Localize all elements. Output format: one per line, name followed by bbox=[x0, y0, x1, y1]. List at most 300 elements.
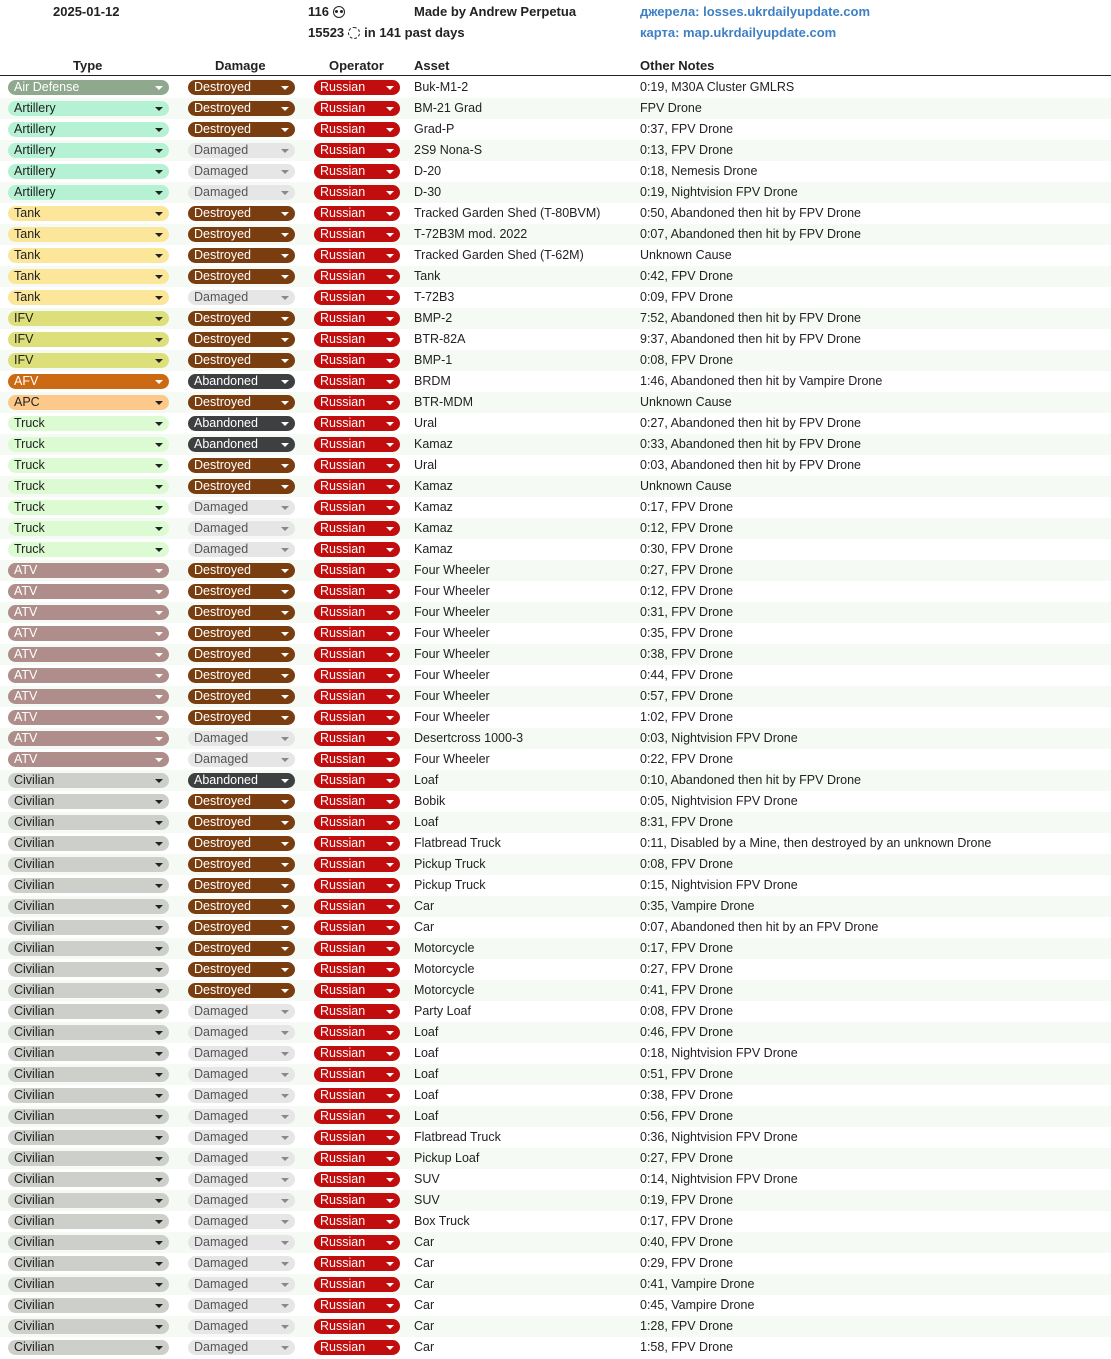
chevron-down-icon bbox=[281, 1346, 289, 1350]
operator-select[interactable] bbox=[314, 584, 400, 599]
operator-select[interactable] bbox=[314, 1277, 400, 1292]
damage-select[interactable] bbox=[188, 1025, 295, 1040]
asset-cell: Car bbox=[414, 1340, 435, 1354]
damage-select[interactable] bbox=[188, 1193, 295, 1208]
table-row bbox=[0, 749, 1111, 770]
asset-cell: Motorcycle bbox=[414, 962, 475, 976]
type-select[interactable] bbox=[8, 542, 169, 557]
operator-value: Russian bbox=[320, 542, 366, 556]
chevron-down-icon bbox=[155, 758, 163, 762]
operator-select[interactable] bbox=[314, 1025, 400, 1040]
asset-cell: Ural bbox=[414, 458, 437, 472]
type-value: Civilian bbox=[14, 1340, 55, 1354]
operator-select[interactable] bbox=[314, 731, 400, 746]
type-select[interactable] bbox=[8, 1088, 169, 1103]
operator-value: Russian bbox=[320, 164, 366, 178]
notes-cell: 0:50, Abandoned then hit by FPV Drone bbox=[640, 206, 861, 220]
notes-cell: 0:30, FPV Drone bbox=[640, 542, 734, 556]
type-select[interactable] bbox=[8, 521, 169, 536]
operator-value: Russian bbox=[320, 143, 366, 157]
damage-select[interactable] bbox=[188, 122, 295, 137]
damage-value: Destroyed bbox=[194, 626, 251, 640]
operator-value: Russian bbox=[320, 857, 366, 871]
operator-select[interactable] bbox=[314, 479, 400, 494]
operator-value: Russian bbox=[320, 1319, 366, 1333]
damage-select[interactable] bbox=[188, 1130, 295, 1145]
notes-cell: 0:17, FPV Drone bbox=[640, 941, 734, 955]
chevron-down-icon bbox=[155, 863, 163, 867]
operator-select[interactable] bbox=[314, 227, 400, 242]
chevron-down-icon bbox=[386, 947, 394, 951]
notes-cell: 0:18, Nightvision FPV Drone bbox=[640, 1046, 798, 1060]
damage-select[interactable] bbox=[188, 878, 295, 893]
operator-select[interactable] bbox=[314, 1130, 400, 1145]
damage-select[interactable] bbox=[188, 227, 295, 242]
damage-select[interactable] bbox=[188, 1172, 295, 1187]
operator-select[interactable] bbox=[314, 605, 400, 620]
type-select[interactable] bbox=[8, 353, 169, 368]
operator-select[interactable] bbox=[314, 920, 400, 935]
damage-select[interactable] bbox=[188, 857, 295, 872]
operator-select[interactable] bbox=[314, 206, 400, 221]
operator-value: Russian bbox=[320, 206, 366, 220]
type-value: Civilian bbox=[14, 1088, 55, 1102]
operator-select[interactable] bbox=[314, 542, 400, 557]
chevron-down-icon bbox=[155, 1136, 163, 1140]
chevron-down-icon bbox=[386, 1073, 394, 1077]
damage-select[interactable] bbox=[188, 1277, 295, 1292]
table-row bbox=[0, 266, 1111, 287]
operator-select[interactable] bbox=[314, 1088, 400, 1103]
type-value: Artillery bbox=[14, 164, 56, 178]
damage-select[interactable] bbox=[188, 206, 295, 221]
damage-select[interactable] bbox=[188, 458, 295, 473]
damage-value: Destroyed bbox=[194, 122, 251, 136]
damage-select[interactable] bbox=[188, 416, 295, 431]
type-select[interactable] bbox=[8, 101, 169, 116]
operator-value: Russian bbox=[320, 1214, 366, 1228]
operator-select[interactable] bbox=[314, 1109, 400, 1124]
report-date: 2025-01-12 bbox=[53, 4, 120, 19]
operator-select[interactable] bbox=[314, 1151, 400, 1166]
type-select[interactable] bbox=[8, 584, 169, 599]
operator-select[interactable] bbox=[314, 710, 400, 725]
asset-cell: Car bbox=[414, 1256, 435, 1270]
chevron-down-icon bbox=[281, 338, 289, 342]
notes-cell: 0:29, FPV Drone bbox=[640, 1256, 734, 1270]
operator-select[interactable] bbox=[314, 1319, 400, 1334]
type-value: Air Defense bbox=[14, 80, 80, 94]
operator-select[interactable] bbox=[314, 80, 400, 95]
damage-select[interactable] bbox=[188, 1214, 295, 1229]
damage-value: Destroyed bbox=[194, 836, 251, 850]
operator-select[interactable] bbox=[314, 752, 400, 767]
type-value: Tank bbox=[14, 269, 41, 283]
damage-select[interactable] bbox=[188, 1109, 295, 1124]
damage-select[interactable] bbox=[188, 1151, 295, 1166]
type-select[interactable] bbox=[8, 647, 169, 662]
col-header-notes: Other Notes bbox=[640, 58, 715, 73]
damage-select[interactable] bbox=[188, 185, 295, 200]
damage-select[interactable] bbox=[188, 395, 295, 410]
type-select[interactable] bbox=[8, 269, 169, 284]
type-select[interactable] bbox=[8, 416, 169, 431]
type-select[interactable] bbox=[8, 836, 169, 851]
type-select[interactable] bbox=[8, 1193, 169, 1208]
operator-select[interactable] bbox=[314, 563, 400, 578]
operator-select[interactable] bbox=[314, 1340, 400, 1355]
chevron-down-icon bbox=[281, 149, 289, 153]
type-select[interactable] bbox=[8, 1340, 169, 1355]
damage-select[interactable] bbox=[188, 710, 295, 725]
damage-select[interactable] bbox=[188, 1235, 295, 1250]
sources-link[interactable]: джерела: losses.ukrdailyupdate.com bbox=[640, 4, 871, 19]
chevron-down-icon bbox=[155, 779, 163, 783]
operator-select[interactable] bbox=[314, 290, 400, 305]
damage-select[interactable] bbox=[188, 1046, 295, 1061]
asset-cell: Kamaz bbox=[414, 479, 453, 493]
damage-select[interactable] bbox=[188, 668, 295, 683]
damage-value: Damaged bbox=[194, 500, 249, 514]
type-select[interactable] bbox=[8, 710, 169, 725]
damage-select[interactable] bbox=[188, 920, 295, 935]
damage-select[interactable] bbox=[188, 1004, 295, 1019]
operator-select[interactable] bbox=[314, 836, 400, 851]
notes-cell: 1:46, Abandoned then hit by Vampire Drone bbox=[640, 374, 883, 388]
type-select[interactable] bbox=[8, 164, 169, 179]
damage-select[interactable] bbox=[188, 311, 295, 326]
asset-cell: Four Wheeler bbox=[414, 689, 490, 703]
damage-select[interactable] bbox=[188, 1319, 295, 1334]
col-header-operator: Operator bbox=[329, 58, 384, 73]
chevron-down-icon bbox=[155, 905, 163, 909]
type-select[interactable] bbox=[8, 1172, 169, 1187]
damage-select[interactable] bbox=[188, 80, 295, 95]
operator-select[interactable] bbox=[314, 647, 400, 662]
table-row bbox=[0, 1211, 1111, 1232]
type-select[interactable] bbox=[8, 290, 169, 305]
type-select[interactable] bbox=[8, 1067, 169, 1082]
chevron-down-icon bbox=[281, 968, 289, 972]
damage-select[interactable] bbox=[188, 731, 295, 746]
operator-value: Russian bbox=[320, 878, 366, 892]
operator-select[interactable] bbox=[314, 878, 400, 893]
damage-select[interactable] bbox=[188, 353, 295, 368]
table-row bbox=[0, 413, 1111, 434]
type-select[interactable] bbox=[8, 185, 169, 200]
type-select[interactable] bbox=[8, 563, 169, 578]
operator-select[interactable] bbox=[314, 143, 400, 158]
chevron-down-icon bbox=[386, 695, 394, 699]
chevron-down-icon bbox=[155, 527, 163, 531]
damage-select[interactable] bbox=[188, 143, 295, 158]
chevron-down-icon bbox=[281, 1115, 289, 1119]
type-select[interactable] bbox=[8, 1004, 169, 1019]
operator-select[interactable] bbox=[314, 941, 400, 956]
operator-select[interactable] bbox=[314, 1046, 400, 1061]
operator-select[interactable] bbox=[314, 899, 400, 914]
type-select[interactable] bbox=[8, 941, 169, 956]
chevron-down-icon bbox=[281, 926, 289, 930]
type-select[interactable] bbox=[8, 857, 169, 872]
operator-select[interactable] bbox=[314, 983, 400, 998]
operator-select[interactable] bbox=[314, 962, 400, 977]
damage-select[interactable] bbox=[188, 290, 295, 305]
operator-select[interactable] bbox=[314, 374, 400, 389]
notes-cell: 0:17, FPV Drone bbox=[640, 500, 734, 514]
damage-select[interactable] bbox=[188, 479, 295, 494]
operator-select[interactable] bbox=[314, 626, 400, 641]
operator-select[interactable] bbox=[314, 101, 400, 116]
type-select[interactable] bbox=[8, 458, 169, 473]
operator-select[interactable] bbox=[314, 500, 400, 515]
damage-value: Damaged bbox=[194, 1214, 249, 1228]
notes-cell: 0:08, FPV Drone bbox=[640, 1004, 734, 1018]
notes-cell: 0:41, Vampire Drone bbox=[640, 1277, 755, 1291]
operator-select[interactable] bbox=[314, 1256, 400, 1271]
chevron-down-icon bbox=[386, 1010, 394, 1014]
type-select[interactable] bbox=[8, 773, 169, 788]
type-select[interactable] bbox=[8, 395, 169, 410]
damage-select[interactable] bbox=[188, 500, 295, 515]
type-select[interactable] bbox=[8, 332, 169, 347]
chevron-down-icon bbox=[281, 107, 289, 111]
chevron-down-icon bbox=[386, 926, 394, 930]
operator-select[interactable] bbox=[314, 794, 400, 809]
damage-select[interactable] bbox=[188, 1256, 295, 1271]
damage-select[interactable] bbox=[188, 899, 295, 914]
notes-cell: 0:19, M30A Cluster GMLRS bbox=[640, 80, 795, 94]
operator-select[interactable] bbox=[314, 857, 400, 872]
type-select[interactable] bbox=[8, 1151, 169, 1166]
damage-select[interactable] bbox=[188, 248, 295, 263]
damage-select[interactable] bbox=[188, 983, 295, 998]
notes-cell: 0:13, FPV Drone bbox=[640, 143, 734, 157]
type-select[interactable] bbox=[8, 920, 169, 935]
chevron-down-icon bbox=[281, 1199, 289, 1203]
chevron-down-icon bbox=[281, 1136, 289, 1140]
type-select[interactable] bbox=[8, 899, 169, 914]
type-select[interactable] bbox=[8, 80, 169, 95]
type-select[interactable] bbox=[8, 437, 169, 452]
type-select[interactable] bbox=[8, 962, 169, 977]
type-select[interactable] bbox=[8, 1214, 169, 1229]
chevron-down-icon bbox=[155, 611, 163, 615]
damage-select[interactable] bbox=[188, 521, 295, 536]
operator-select[interactable] bbox=[314, 458, 400, 473]
type-select[interactable] bbox=[8, 1235, 169, 1250]
chevron-down-icon bbox=[386, 1157, 394, 1161]
damage-select[interactable] bbox=[188, 542, 295, 557]
damage-select[interactable] bbox=[188, 752, 295, 767]
type-value: Truck bbox=[14, 416, 45, 430]
operator-select[interactable] bbox=[314, 689, 400, 704]
damage-select[interactable] bbox=[188, 584, 295, 599]
operator-value: Russian bbox=[320, 353, 366, 367]
damage-value: Destroyed bbox=[194, 206, 251, 220]
type-select[interactable] bbox=[8, 1130, 169, 1145]
type-value: AFV bbox=[14, 374, 39, 388]
type-select[interactable] bbox=[8, 479, 169, 494]
type-select[interactable] bbox=[8, 1277, 169, 1292]
damage-select[interactable] bbox=[188, 164, 295, 179]
type-select[interactable] bbox=[8, 1256, 169, 1271]
operator-select[interactable] bbox=[314, 122, 400, 137]
chevron-down-icon bbox=[155, 1283, 163, 1287]
chevron-down-icon bbox=[155, 695, 163, 699]
type-select[interactable] bbox=[8, 983, 169, 998]
damage-select[interactable] bbox=[188, 101, 295, 116]
damage-select[interactable] bbox=[188, 332, 295, 347]
damage-select[interactable] bbox=[188, 437, 295, 452]
days-text: in 141 past days bbox=[364, 25, 465, 40]
operator-select[interactable] bbox=[314, 185, 400, 200]
operator-select[interactable] bbox=[314, 1172, 400, 1187]
type-value: Civilian bbox=[14, 1277, 55, 1291]
chevron-down-icon bbox=[155, 1178, 163, 1182]
operator-select[interactable] bbox=[314, 1235, 400, 1250]
operator-select[interactable] bbox=[314, 815, 400, 830]
type-select[interactable] bbox=[8, 206, 169, 221]
type-select[interactable] bbox=[8, 878, 169, 893]
type-select[interactable] bbox=[8, 227, 169, 242]
skull-icon bbox=[333, 6, 345, 18]
type-select[interactable] bbox=[8, 1109, 169, 1124]
operator-select[interactable] bbox=[314, 1004, 400, 1019]
damage-select[interactable] bbox=[188, 962, 295, 977]
operator-value: Russian bbox=[320, 563, 366, 577]
damage-value: Destroyed bbox=[194, 248, 251, 262]
type-select[interactable] bbox=[8, 605, 169, 620]
damage-select[interactable] bbox=[188, 1067, 295, 1082]
damage-select[interactable] bbox=[188, 605, 295, 620]
operator-select[interactable] bbox=[314, 164, 400, 179]
notes-cell: 1:28, FPV Drone bbox=[640, 1319, 734, 1333]
type-select[interactable] bbox=[8, 500, 169, 515]
chevron-down-icon bbox=[386, 506, 394, 510]
operator-select[interactable] bbox=[314, 1067, 400, 1082]
asset-cell: BRDM bbox=[414, 374, 451, 388]
damage-value: Destroyed bbox=[194, 710, 251, 724]
damage-select[interactable] bbox=[188, 836, 295, 851]
type-select[interactable] bbox=[8, 626, 169, 641]
type-select[interactable] bbox=[8, 689, 169, 704]
type-select[interactable] bbox=[8, 815, 169, 830]
damage-value: Damaged bbox=[194, 1088, 249, 1102]
operator-value: Russian bbox=[320, 1025, 366, 1039]
asset-cell: T-72B3M mod. 2022 bbox=[414, 227, 528, 241]
operator-select[interactable] bbox=[314, 668, 400, 683]
damage-select[interactable] bbox=[188, 773, 295, 788]
map-link[interactable]: карта: map.ukrdailyupdate.com bbox=[640, 25, 837, 40]
type-select[interactable] bbox=[8, 122, 169, 137]
type-select[interactable] bbox=[8, 731, 169, 746]
chevron-down-icon bbox=[386, 212, 394, 216]
type-select[interactable] bbox=[8, 311, 169, 326]
operator-select[interactable] bbox=[314, 248, 400, 263]
damage-value: Destroyed bbox=[194, 689, 251, 703]
chevron-down-icon bbox=[155, 1115, 163, 1119]
chevron-down-icon bbox=[281, 401, 289, 405]
damage-select[interactable] bbox=[188, 626, 295, 641]
operator-select[interactable] bbox=[314, 437, 400, 452]
type-select[interactable] bbox=[8, 248, 169, 263]
chevron-down-icon bbox=[281, 422, 289, 426]
notes-cell: 0:22, FPV Drone bbox=[640, 752, 734, 766]
chevron-down-icon bbox=[386, 1262, 394, 1266]
damage-select[interactable] bbox=[188, 941, 295, 956]
chevron-down-icon bbox=[386, 800, 394, 804]
chevron-down-icon bbox=[155, 86, 163, 90]
chevron-down-icon bbox=[281, 821, 289, 825]
type-value: Truck bbox=[14, 458, 45, 472]
operator-select[interactable] bbox=[314, 1214, 400, 1229]
operator-select[interactable] bbox=[314, 773, 400, 788]
total-count bbox=[308, 25, 465, 40]
type-select[interactable] bbox=[8, 668, 169, 683]
damage-value: Damaged bbox=[194, 542, 249, 556]
asset-cell: Loaf bbox=[414, 1109, 439, 1123]
damage-select[interactable] bbox=[188, 794, 295, 809]
damage-select[interactable] bbox=[188, 1298, 295, 1313]
damage-select[interactable] bbox=[188, 689, 295, 704]
table-row bbox=[0, 833, 1111, 854]
operator-select[interactable] bbox=[314, 521, 400, 536]
operator-select[interactable] bbox=[314, 395, 400, 410]
type-select[interactable] bbox=[8, 1319, 169, 1334]
chevron-down-icon bbox=[386, 1052, 394, 1056]
operator-value: Russian bbox=[320, 1256, 366, 1270]
operator-select[interactable] bbox=[314, 1298, 400, 1313]
type-value: Civilian bbox=[14, 857, 55, 871]
chevron-down-icon bbox=[281, 1010, 289, 1014]
damage-select[interactable] bbox=[188, 269, 295, 284]
chevron-down-icon bbox=[386, 317, 394, 321]
operator-value: Russian bbox=[320, 227, 366, 241]
type-select[interactable] bbox=[8, 752, 169, 767]
operator-select[interactable] bbox=[314, 332, 400, 347]
total-count-value: 15523 bbox=[308, 25, 345, 40]
damage-select[interactable] bbox=[188, 563, 295, 578]
operator-select[interactable] bbox=[314, 1193, 400, 1208]
type-select[interactable] bbox=[8, 143, 169, 158]
chevron-down-icon bbox=[386, 1220, 394, 1224]
damage-select[interactable] bbox=[188, 1088, 295, 1103]
chevron-down-icon bbox=[155, 191, 163, 195]
type-select[interactable] bbox=[8, 374, 169, 389]
operator-value: Russian bbox=[320, 458, 366, 472]
operator-select[interactable] bbox=[314, 269, 400, 284]
notes-cell: 0:44, FPV Drone bbox=[640, 668, 734, 682]
type-select[interactable] bbox=[8, 1298, 169, 1313]
notes-cell: 0:14, Nightvision FPV Drone bbox=[640, 1172, 798, 1186]
type-select[interactable] bbox=[8, 1046, 169, 1061]
operator-select[interactable] bbox=[314, 311, 400, 326]
chevron-down-icon bbox=[155, 1304, 163, 1308]
asset-cell: Kamaz bbox=[414, 500, 453, 514]
damage-select[interactable] bbox=[188, 374, 295, 389]
type-select[interactable] bbox=[8, 1025, 169, 1040]
type-value: ATV bbox=[14, 584, 38, 598]
damage-select[interactable] bbox=[188, 647, 295, 662]
damage-select[interactable] bbox=[188, 815, 295, 830]
operator-select[interactable] bbox=[314, 416, 400, 431]
damage-select[interactable] bbox=[188, 1340, 295, 1355]
chevron-down-icon bbox=[155, 380, 163, 384]
type-select[interactable] bbox=[8, 794, 169, 809]
notes-cell: 7:52, Abandoned then hit by FPV Drone bbox=[640, 311, 861, 325]
operator-select[interactable] bbox=[314, 353, 400, 368]
